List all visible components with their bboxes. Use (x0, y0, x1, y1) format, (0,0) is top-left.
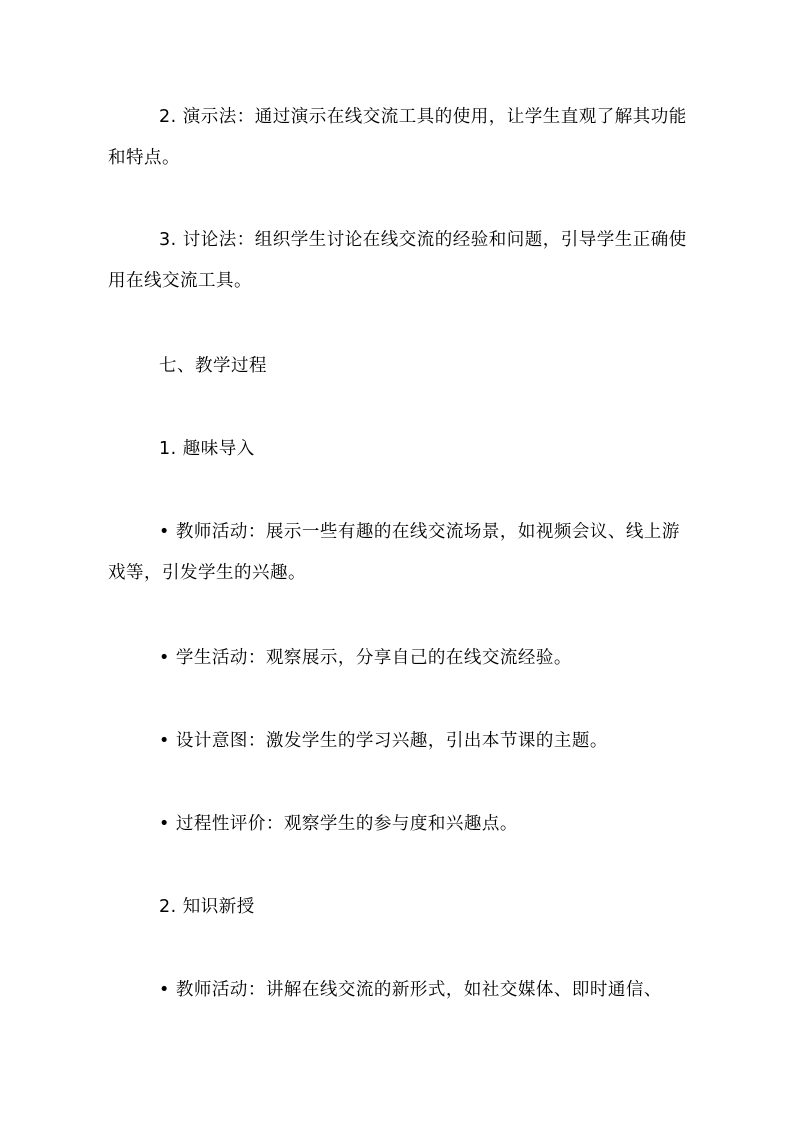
paragraph-discussion-method: 3. 讨论法：组织学生讨论在线交流的经验和问题，引导学生正确使用在线交流工具。 (108, 230, 687, 291)
bullet-student-activity: • 学生活动：观察展示，分享自己的在线交流经验。 (159, 648, 572, 668)
paragraph-demonstration-method: 2. 演示法：通过演示在线交流工具的使用，让学生直观了解其功能和特点。 (108, 107, 687, 168)
bullet-teacher-activity-2: • 教师活动：讲解在线交流的新形式，如社交媒体、即时通信、 (159, 980, 662, 1000)
bullet-design-intent: • 设计意图：激发学生的学习兴趣，引出本节课的主题。 (159, 731, 608, 751)
section-heading-teaching-process: 七、教学过程 (159, 356, 267, 376)
bullet-process-evaluation: • 过程性评价：观察学生的参与度和兴趣点。 (159, 814, 518, 834)
bullet-teacher-activity: • 教师活动：展示一些有趣的在线交流场景，如视频会议、线上游戏等，引发学生的兴趣。 (108, 522, 680, 583)
subheading-interesting-intro: 1. 趣味导入 (159, 439, 255, 459)
subheading-new-knowledge: 2. 知识新授 (159, 897, 255, 917)
